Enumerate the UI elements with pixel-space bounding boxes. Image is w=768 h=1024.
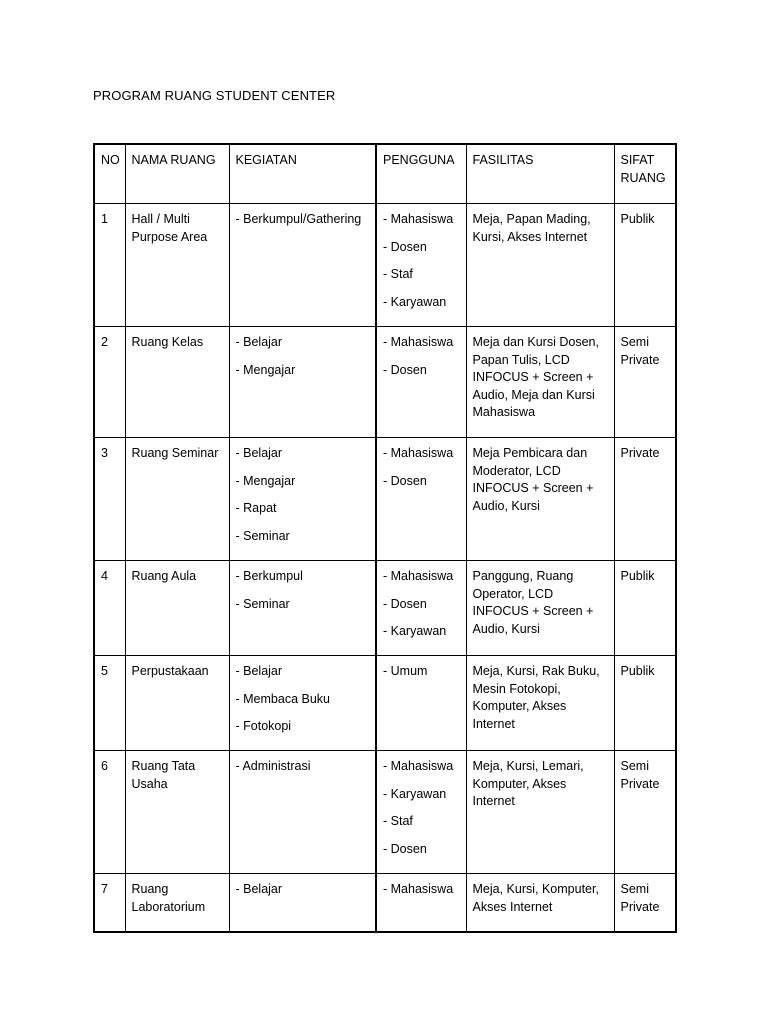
table-row <box>94 751 676 874</box>
cell-pengguna-item: - Staf <box>383 267 413 281</box>
cell-pengguna-item: - Mahasiswa <box>383 882 454 896</box>
cell-kegiatan-item: - Belajar <box>235 335 283 349</box>
cell-fasilitas: Meja, Kursi, Lemari, Komputer, Akses Internet <box>466 751 614 874</box>
cell-pengguna-item: - Mahasiswa <box>383 446 454 460</box>
room-program-table <box>93 143 677 933</box>
cell-kegiatan-item: - Seminar <box>235 528 290 543</box>
cell-sifat-ruang: Publik <box>614 204 676 327</box>
cell-no: 6 <box>94 751 125 874</box>
cell-pengguna-item: - Umum <box>383 664 428 678</box>
cell-fasilitas: Meja, Kursi, Komputer, Akses Internet <box>466 874 614 932</box>
cell-kegiatan <box>229 561 376 656</box>
cell-kegiatan-item: - Administrasi <box>235 759 311 773</box>
cell-kegiatan-item: - Mengajar <box>235 473 296 488</box>
cell-kegiatan-item: - Belajar <box>235 664 283 678</box>
cell-pengguna <box>376 327 466 438</box>
cell-no: 2 <box>94 327 125 438</box>
table-row <box>94 874 676 932</box>
table-row <box>94 438 676 561</box>
header-fasilitas: FASILITAS <box>466 144 614 204</box>
cell-fasilitas: Panggung, Ruang Operator, LCD INFOCUS + Screen + Audio, Kursi <box>466 561 614 656</box>
cell-fasilitas: Meja dan Kursi Dosen, Papan Tulis, LCD INFOCUS + Screen + Audio, Meja dan Kursi Mahasiswa <box>466 327 614 438</box>
table-row <box>94 327 676 438</box>
header-sifat-ruang: SIFAT RUANG <box>614 144 676 204</box>
cell-kegiatan-item: - Rapat <box>235 501 277 515</box>
cell-no: 1 <box>94 204 125 327</box>
cell-pengguna-item: - Karyawan <box>383 786 447 801</box>
cell-sifat-ruang: Semi Private <box>614 874 676 932</box>
cell-pengguna-item: - Staf <box>383 814 413 828</box>
cell-pengguna-item: - Dosen <box>383 239 427 254</box>
cell-kegiatan-item: - Membaca Buku <box>235 691 330 706</box>
table-row <box>94 204 676 327</box>
cell-sifat-ruang: Semi Private <box>614 327 676 438</box>
cell-pengguna <box>376 204 466 327</box>
document-title: PROGRAM RUANG STUDENT CENTER <box>93 88 336 103</box>
cell-pengguna <box>376 751 466 874</box>
cell-kegiatan-item: - Mengajar <box>235 362 296 377</box>
cell-kegiatan <box>229 327 376 438</box>
cell-pengguna <box>376 656 466 751</box>
cell-no: 5 <box>94 656 125 751</box>
cell-kegiatan-item: - Seminar <box>235 596 290 611</box>
table-row <box>94 561 676 656</box>
cell-pengguna-item: - Mahasiswa <box>383 335 454 349</box>
cell-kegiatan <box>229 204 376 327</box>
cell-no: 7 <box>94 874 125 932</box>
cell-pengguna-item: - Karyawan <box>383 624 447 638</box>
cell-kegiatan-item: - Berkumpul/Gathering <box>235 212 362 226</box>
cell-nama-ruang: Ruang Seminar <box>125 438 229 561</box>
cell-no: 3 <box>94 438 125 561</box>
table-header-row <box>94 144 676 204</box>
table-row <box>94 656 676 751</box>
cell-no: 4 <box>94 561 125 656</box>
cell-fasilitas: Meja Pembicara dan Moderator, LCD INFOCUS + Screen + Audio, Kursi <box>466 438 614 561</box>
cell-nama-ruang: Perpustakaan <box>125 656 229 751</box>
table-body <box>94 204 676 932</box>
cell-pengguna-item: - Dosen <box>383 362 427 377</box>
cell-kegiatan-item: - Fotokopi <box>235 719 292 733</box>
header-no: NO <box>94 144 125 204</box>
cell-kegiatan <box>229 751 376 874</box>
cell-sifat-ruang: Private <box>614 438 676 561</box>
cell-kegiatan-item: - Berkumpul <box>235 569 303 583</box>
cell-nama-ruang: Ruang Laboratorium <box>125 874 229 932</box>
cell-nama-ruang: Ruang Kelas <box>125 327 229 438</box>
cell-pengguna <box>376 438 466 561</box>
cell-sifat-ruang: Publik <box>614 561 676 656</box>
cell-nama-ruang: Ruang Tata Usaha <box>125 751 229 874</box>
header-pengguna: PENGGUNA <box>376 144 466 204</box>
cell-pengguna-item: - Dosen <box>383 473 427 488</box>
cell-kegiatan <box>229 438 376 561</box>
cell-pengguna-item: - Karyawan <box>383 294 447 309</box>
cell-fasilitas: Meja, Papan Mading, Kursi, Akses Internet <box>466 204 614 327</box>
cell-nama-ruang: Ruang Aula <box>125 561 229 656</box>
cell-pengguna-item: - Mahasiswa <box>383 759 454 773</box>
cell-kegiatan <box>229 656 376 751</box>
cell-kegiatan-item: - Belajar <box>235 446 283 460</box>
header-kegiatan: KEGIATAN <box>229 144 376 204</box>
cell-pengguna <box>376 561 466 656</box>
cell-pengguna-item: - Dosen <box>383 841 427 856</box>
cell-pengguna-item: - Mahasiswa <box>383 569 454 583</box>
header-nama-ruang: NAMA RUANG <box>125 144 229 204</box>
cell-sifat-ruang: Semi Private <box>614 751 676 874</box>
cell-fasilitas: Meja, Kursi, Rak Buku, Mesin Fotokopi, Komputer, Akses Internet <box>466 656 614 751</box>
cell-pengguna-item: - Mahasiswa <box>383 212 454 226</box>
cell-nama-ruang: Hall / Multi Purpose Area <box>125 204 229 327</box>
cell-sifat-ruang: Publik <box>614 656 676 751</box>
cell-kegiatan-item: - Belajar <box>235 882 283 896</box>
cell-kegiatan <box>229 874 376 932</box>
cell-pengguna <box>376 874 466 932</box>
cell-pengguna-item: - Dosen <box>383 596 427 611</box>
